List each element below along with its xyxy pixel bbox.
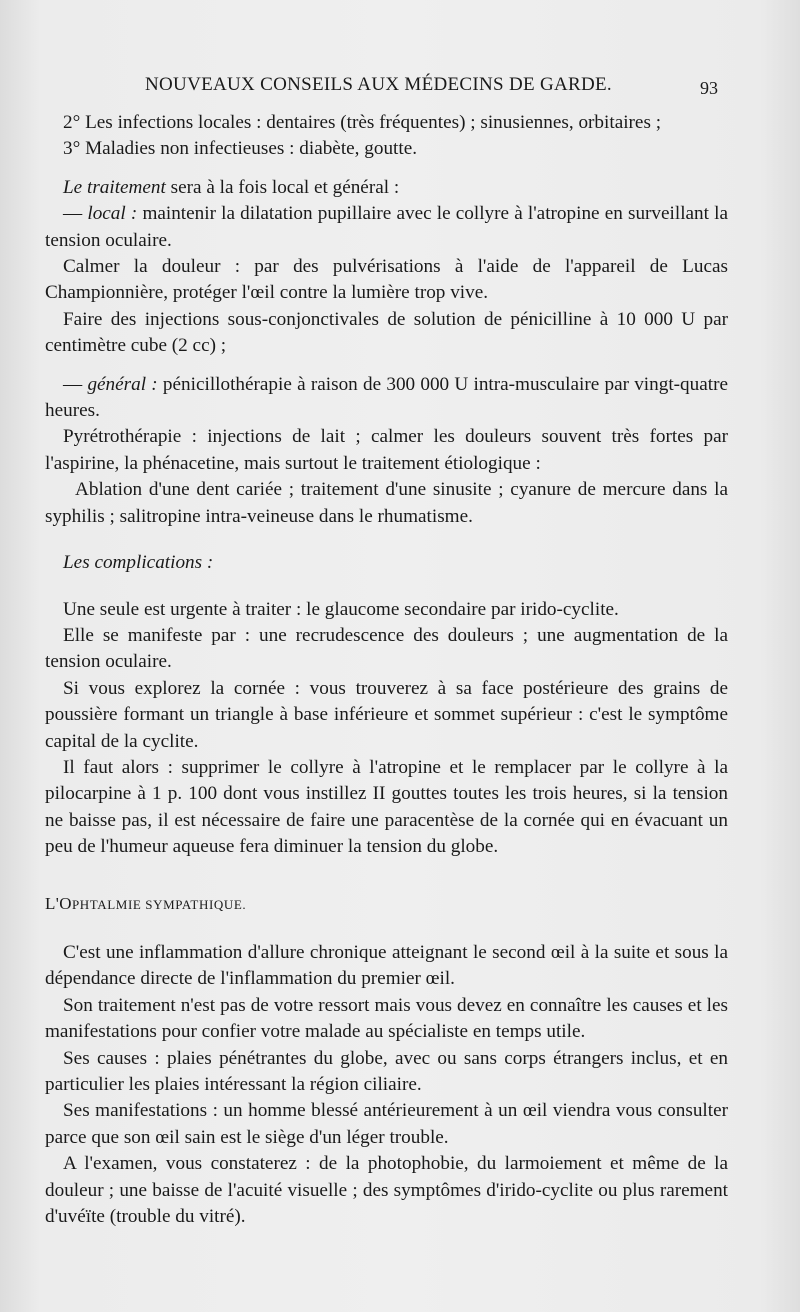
local-dash: — (63, 203, 88, 225)
page-body (45, 110, 728, 1230)
complications-label: Les complications : (63, 552, 214, 574)
local-text: maintenir la dilatation pupillaire avec le collyre à l'atropine en surveillant la tension oculaire. (45, 203, 728, 251)
paragraph-injections: Faire des injections sous-conjonctivales de solution de pénicilline à 10 000 U par centimètre cube (2 cc) ; (45, 308, 728, 357)
paragraph-general (45, 372, 728, 425)
paragraph-ophtalmie-4: Ses manifestations : un homme blessé antérieurement à un œil viendra vous consulter parce que son œil sain est le siège d'un léger trouble. (45, 1100, 728, 1148)
complications-heading (45, 550, 728, 576)
paragraph-calmer: Calmer la douleur : par des pulvérisations à l'aide de l'appareil de Lucas Championnière, protéger l'œil contre la lumière trop vive. (45, 256, 728, 304)
paragraph-ophtalmie-1: C'est une inflammation d'allure chronique atteignant le second œil à la suite et sous la dépendance directe de l'inflammation du premier œil. (45, 941, 728, 990)
general-label: général : (87, 373, 158, 395)
paragraph-ophtalmie-3: Ses causes : plaies pénétrantes du globe, avec ou sans corps étrangers inclus, et en particulier les plaies intéressant la région ciliaire. (45, 1047, 728, 1095)
paragraph-complication-4: Il faut alors : supprimer le collyre à l'atropine et le remplacer par le collyre à la pilocarpine à 1 p. 100 dont vous instillez II gouttes toutes les trois heures, si la tension ne baisse pas, il est nécessaire de faire une paracentèse de la cornée qui en évacuant un peu de l'humeur aqueuse fera diminuer la tension du globe. (45, 756, 728, 858)
general-dash: — (63, 373, 88, 395)
paragraph-traitement (45, 175, 728, 201)
local-label: local : (87, 203, 138, 225)
paragraph-local (45, 201, 728, 254)
section-title-lead: L'O (45, 893, 72, 913)
general-text: pénicillothérapie à raison de 300 000 U intra-musculaire par vingt-quatre heures. (45, 373, 728, 422)
traitement-text: sera à la fois local et général : (165, 176, 400, 198)
paragraph-complication-3: Si vous explorez la cornée : vous trouverez à sa face postérieure des grains de poussière formant un triangle à base inférieure et sommet supérieur : c'est le symptôme capital de la cyclite. (45, 677, 728, 752)
section-title-ophtalmie (45, 891, 728, 918)
paragraph-complication-1: Une seule est urgente à traiter : le glaucome secondaire par irido-cyclite. (63, 598, 619, 620)
page-header (0, 72, 800, 100)
paragraph-ophtalmie-5: A l'examen, vous constaterez : de la photophobie, du larmoiement et même de la douleur ; une baisse de l'acuité visuelle ; des symptômes d'irido-cyclite ou plus rarement d'uvéïte (trouble du vitré). (45, 1153, 728, 1228)
paragraph-complication-2: Elle se manifeste par : une recrudescence des douleurs ; une augmentation de la tension oculaire. (45, 624, 728, 673)
list-item-maladies-non-infectieuses: 3° Maladies non infectieuses : diabète, goutte. (63, 138, 418, 160)
paragraph-pyretotherapie: Pyrétrothérapie : injections de lait ; calmer les douleurs souvent très fortes par l'aspirine, la phénacetine, mais surtout le traitement étiologique : (45, 426, 728, 474)
paragraph-ophtalmie-2: Son traitement n'est pas de votre ressort mais vous devez en connaître les causes et les manifestations pour confier votre malade au spécialiste en temps utile. (45, 994, 728, 1043)
list-item-infections-locales: 2° Les infections locales : dentaires (très fréquentes) ; sinusiennes, orbitaires ; (63, 112, 662, 133)
section-title-rest: PHTALMIE SYMPATHIQUE. (71, 896, 247, 912)
running-title: NOUVEAUX CONSEILS AUX MÉDECINS DE GARDE. (145, 74, 612, 95)
page-number: 93 (700, 78, 718, 98)
paragraph-ablation: Ablation d'une dent cariée ; traitement d'une sinusite ; cyanure de mercure dans la syphilis ; salitropine intra-veineuse dans le rhumatisme. (45, 479, 728, 527)
traitement-label: Le traitement (63, 176, 166, 198)
